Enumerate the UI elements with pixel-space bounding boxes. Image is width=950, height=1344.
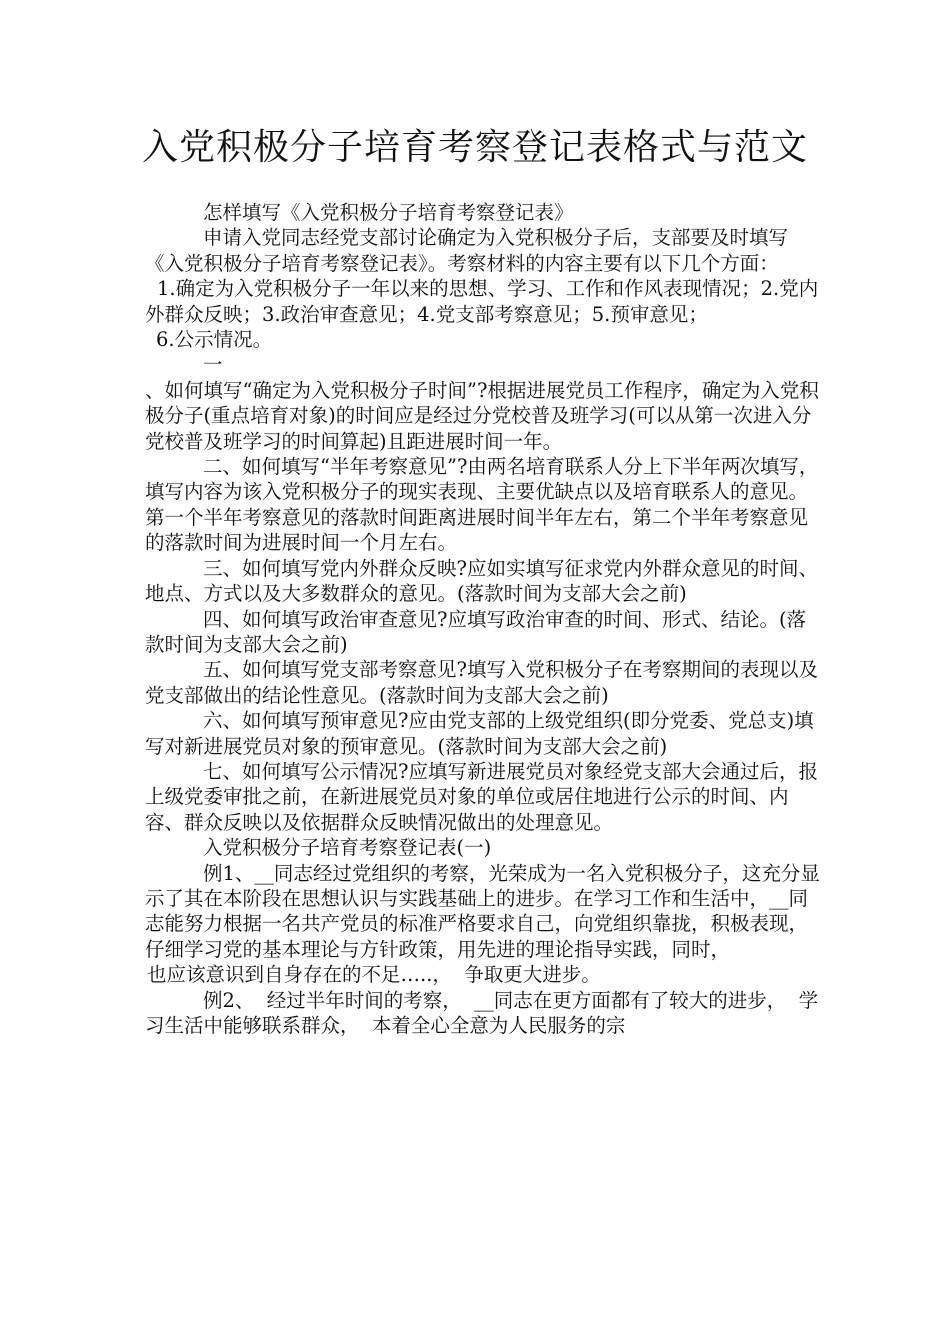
document-body [145,200,820,1038]
paragraph-example-1: 例1、__同志经过党组织的考察，光荣成为一名入党积极分子，这充分显示了其在本阶段在思想认识与实践基础上的进步。在学习工作和生活中，__同志能努力根据一名共产党员的标准严格要求自己，向党组织靠拢，积极表现，仔细学习党的基本理论与方针政策，用先进的理论指导实践，同时， [145,861,820,961]
paragraph-section-4: 四、如何填写政治审查意见?应填写政治审查的时间、形式、结论。(落款时间为支部大会之前) [145,607,807,656]
paragraph-example-2: 例2、 经过半年时间的考察， __同志在更方面都有了较大的进步， 学习生活中能够联系群众， 本着全心全意为人民服务的宗 [145,988,819,1037]
paragraph-section-1: 、如何填写“确定为入党积极分子时间”?根据进展党员工作程序，确定为入党积极分子(重点培育对象)的时间应是经过分党校普及班学习(可以从第一次进入分党校普及班学习的时间算起)且距进展时间一年。 [145,378,819,453]
paragraph-example-1-continued: 也应该意识到自身存在的不足…..， 争取更大进步。 [147,963,601,987]
paragraph-section-2: 二、如何填写“半年考察意见”?由两名培育联系人分上下半年两次填写，填写内容为该入党积极分子的现实表现、主要优缺点以及培育联系人的意见。第一个半年考察意见的落款时间距离进展时间半年左右，第二个半年考察意见的落款时间为进展时间一个月左右。 [145,455,819,555]
paragraph-section-3: 三、如何填写党内外群众反映?应如实填写征求党内外群众意见的时间、地点、方式以及大多数群众的意见。(落款时间为支部大会之前) [145,556,818,606]
paragraph-section-7: 七、如何填写公示情况?应填写新进展党员对象经党支部大会通过后，报上级党委审批之前，在新进展党员对象的单位或居住地进行公示的时间、内容、群众反映以及依据群众反映情况做出的处理意见。 [145,759,818,834]
paragraph-how-to-fill: 怎样填写《入党积极分子培育考察登记表》 [203,201,574,224]
paragraph-form-heading: 入党积极分子培育考察登记表(一) [203,836,492,860]
paragraph-section-6: 六、如何填写预审意见?应由党支部的上级党组织(即分党委、党总支)填写对新进展党员对象的预审意见。(落款时间为支部大会之前) [145,709,814,758]
document-title: 入党积极分子培育考察登记表格式与范文 [141,127,808,168]
paragraph-section-1-number: 一 [203,353,223,377]
paragraph-aspects-list: 1.确定为入党积极分子一年以来的思想、学习、工作和作风表现情况；2.党内外群众反映；3.政治审查意见；4.党支部考察意见；5.预审意见； [145,277,819,326]
paragraph-section-5: 五、如何填写党支部考察意见?填写入党积极分子在考察期间的表现以及党支部做出的结论性意见。(落款时间为支部大会之前) [145,658,818,707]
paragraph-intro: 申请入党同志经党支部讨论确定为入党积极分子后，支部要及时填写《入党积极分子培育考察登记表》。考察材料的内容主要有以下几个方面： [145,226,789,275]
paragraph-aspect-6: 6.公示情况。 [156,328,273,352]
